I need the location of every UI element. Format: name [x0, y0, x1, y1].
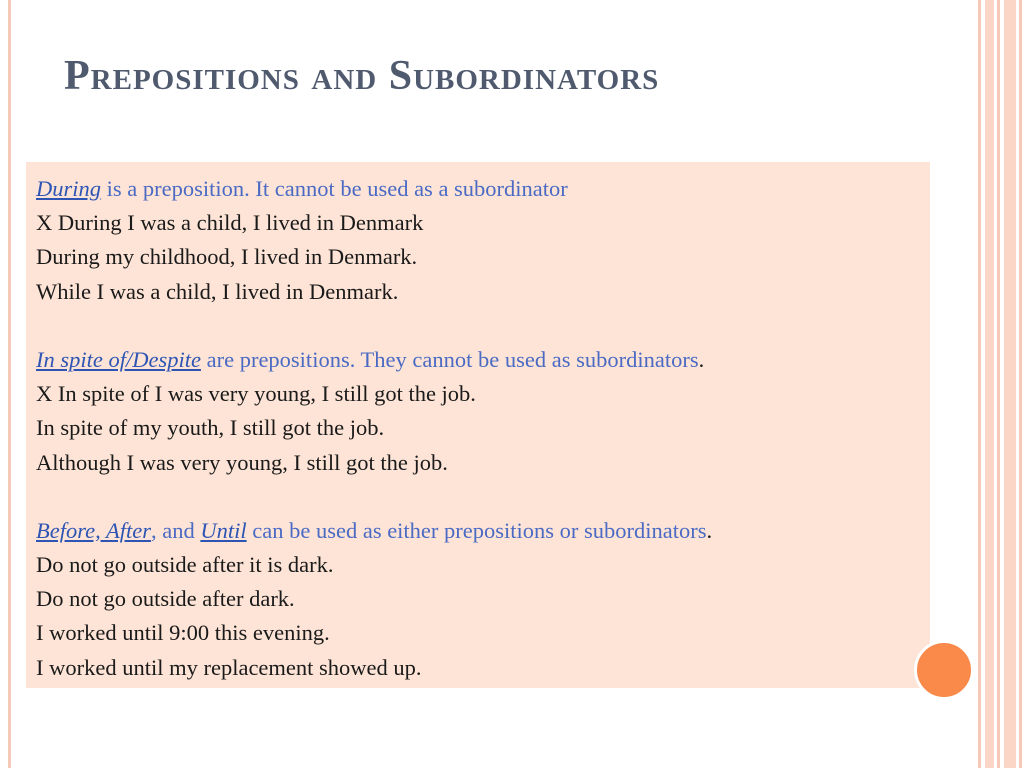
example-line: I worked until my replacement showed up. [36, 654, 422, 680]
spacer [36, 480, 920, 514]
section2-explanation: are prepositions. They cannot be used as subordinators [200, 346, 699, 372]
example-line: I worked until 9:00 this evening. [36, 620, 330, 646]
example-line: X During I was a child, I lived in Denmark [36, 210, 424, 236]
keyword-before-after: Before, After [36, 517, 151, 543]
example-line: In spite of my youth, I still got the job. [36, 415, 385, 441]
decorative-orange-circle [914, 640, 974, 700]
section1-explanation: is a preposition. It cannot be used as a subordinator [101, 176, 568, 201]
keyword-in-spite-of-despite: In spite of/Despite [36, 346, 201, 372]
keyword-until: Until [200, 517, 247, 543]
right-decorative-stripe [1004, 0, 1016, 768]
section3-period: . [706, 517, 713, 543]
example-line: X In spite of I was very young, I still got the job. [36, 381, 476, 407]
right-decorative-stripe [1019, 0, 1022, 768]
section3-heading [36, 514, 920, 548]
right-decorative-stripe [978, 0, 981, 768]
example-line: Do not go outside after dark. [36, 586, 295, 612]
example-line: Do not go outside after it is dark. [36, 552, 334, 578]
section1-heading [36, 172, 920, 206]
keyword-during: During [36, 176, 102, 201]
right-decorative-stripe [997, 0, 1000, 768]
example-line: Although I was very young, I still got the job. [36, 449, 448, 475]
section3-explanation: can be used as either prepositions or subordinators [246, 517, 707, 543]
right-decorative-stripe [985, 0, 994, 768]
left-decorative-rule [8, 0, 11, 768]
example-line: While I was a child, I lived in Denmark. [36, 278, 399, 304]
example-line: During my childhood, I lived in Denmark. [36, 244, 418, 270]
section2-heading [36, 343, 920, 377]
spacer [36, 309, 920, 343]
slide-title: Prepositions and Subordinators [64, 53, 660, 99]
content-box [26, 162, 930, 688]
section3-connector: , and [150, 517, 201, 543]
section2-period: . [698, 346, 705, 372]
